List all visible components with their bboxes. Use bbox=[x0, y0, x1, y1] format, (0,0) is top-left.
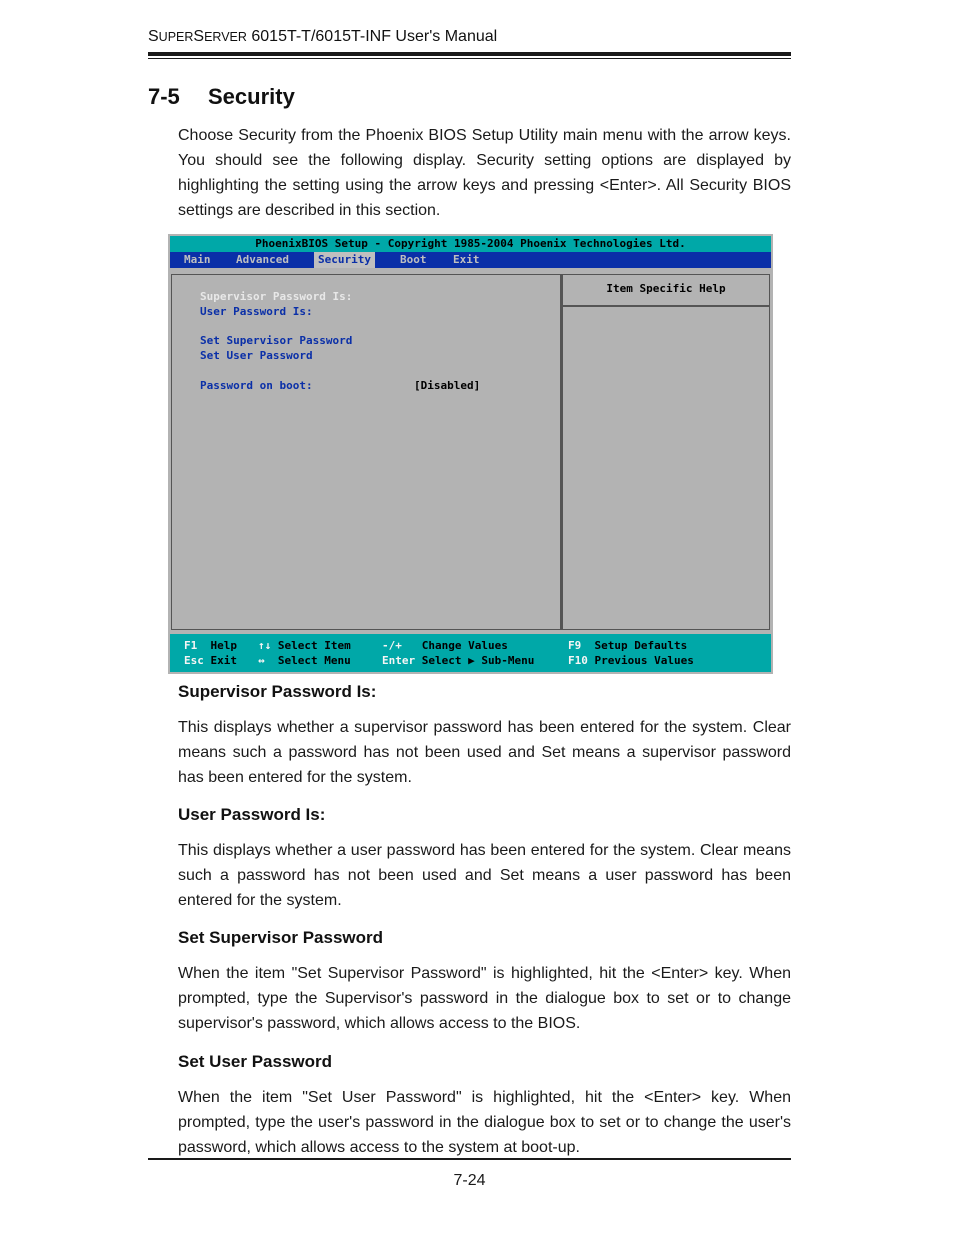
body-supervisor-password-is: This displays whether a supervisor password has been entered for the system. Clear means such a password has not been used and Set means a supervisor password has been entered for the system. bbox=[178, 719, 791, 786]
label-previous-values: Previous Values bbox=[594, 654, 694, 667]
header-cap-s1: S bbox=[148, 28, 159, 45]
footer-updown bbox=[258, 639, 351, 652]
section-title bbox=[148, 84, 295, 110]
bios-menu-bar bbox=[170, 252, 771, 268]
bios-menu-main[interactable]: Main bbox=[184, 253, 211, 266]
bios-footer bbox=[170, 634, 771, 672]
key-esc: Esc bbox=[184, 654, 204, 667]
bios-title-bar: PhoenixBIOS Setup - Copyright 1985-2004 Phoenix Technologies Ltd. bbox=[170, 236, 771, 252]
key-f1: F1 bbox=[184, 639, 198, 652]
footer-f10 bbox=[568, 654, 694, 667]
heading-set-supervisor-password: Set Supervisor Password bbox=[178, 928, 384, 947]
header-small-erver: ERVER bbox=[204, 30, 247, 44]
footer-minusplus bbox=[382, 639, 508, 652]
key-f10: F10 bbox=[568, 654, 588, 667]
header-rule-thin bbox=[148, 58, 791, 59]
key-enter: Enter bbox=[382, 654, 416, 667]
label-setup-defaults: Setup Defaults bbox=[594, 639, 688, 652]
key-leftright: ↔ bbox=[258, 654, 265, 667]
key-f9: F9 bbox=[568, 639, 582, 652]
label-select-menu: Select Menu bbox=[277, 654, 351, 667]
footer-enter bbox=[382, 654, 534, 667]
key-minusplus: -/+ bbox=[382, 639, 402, 652]
footer-rule bbox=[148, 1158, 791, 1160]
label-help: Help bbox=[210, 639, 237, 652]
section-number: 7-5 bbox=[148, 84, 180, 109]
body-set-supervisor-password: When the item "Set Supervisor Password" is highlighted, hit the <Enter> key. When prompted, type the Supervisor's password in the dialogue box to set or to change supervisor's password, which allows access to the BIOS. bbox=[178, 965, 791, 1032]
intro-paragraph: Choose Security from the Phoenix BIOS Setup Utility main menu with the arrow keys. You should see the following display. Security setting options are displayed by highlighting the setting using the arrow keys and pressing <Enter>. All Security BIOS settings are described in this section. bbox=[178, 127, 791, 219]
footer-f1 bbox=[184, 639, 237, 652]
heading-set-user-password: Set User Password bbox=[178, 1052, 333, 1071]
body-user-password-is: This displays whether a user password has been entered for the system. Clear means such a password has not been used and Set means a user password has been entered for the system. bbox=[178, 842, 791, 909]
bios-menu-exit[interactable]: Exit bbox=[453, 253, 480, 266]
opt-set-user-password[interactable]: Set User Password bbox=[200, 349, 313, 362]
header-rest: 6015T-T/6015T-INF User's Manual bbox=[246, 28, 498, 45]
opt-password-on-boot[interactable]: Password on boot: bbox=[200, 379, 313, 392]
label-select-item: Select Item bbox=[277, 639, 351, 652]
bios-menu-security[interactable]: Security bbox=[314, 252, 375, 268]
opt-user-password-is[interactable]: User Password Is: bbox=[200, 305, 313, 318]
footer-f9 bbox=[568, 639, 687, 652]
footer-leftright bbox=[258, 654, 351, 667]
label-exit: Exit bbox=[210, 654, 237, 667]
opt-supervisor-password-is[interactable]: Supervisor Password Is: bbox=[200, 290, 353, 303]
header-cap-s2: S bbox=[193, 28, 205, 45]
header-rule-thick bbox=[148, 52, 791, 56]
bios-screenshot bbox=[168, 234, 773, 674]
bios-options-panel bbox=[171, 274, 562, 630]
heading-supervisor-password-is: Supervisor Password Is: bbox=[178, 682, 377, 701]
bios-menu-boot[interactable]: Boot bbox=[400, 253, 427, 266]
bios-menu-advanced[interactable]: Advanced bbox=[236, 253, 289, 266]
running-header bbox=[148, 28, 497, 46]
footer-esc bbox=[184, 654, 237, 667]
opt-password-on-boot-value[interactable]: [Disabled] bbox=[414, 379, 481, 392]
section-name: Security bbox=[208, 84, 295, 109]
header-small-uper: UPER bbox=[158, 30, 194, 44]
heading-user-password-is: User Password Is: bbox=[178, 805, 326, 824]
opt-set-supervisor-password[interactable]: Set Supervisor Password bbox=[200, 334, 353, 347]
page-number: 7-24 bbox=[453, 1172, 486, 1189]
key-updown: ↑↓ bbox=[258, 639, 272, 652]
bios-help-panel bbox=[562, 274, 770, 630]
body-set-user-password: When the item "Set User Password" is highlighted, hit the <Enter> key. When prompted, type the user's password in the dialogue box to set or to change the user's password, which allows access to the system at boot-up. bbox=[178, 1089, 791, 1156]
label-change-values: Change Values bbox=[421, 639, 508, 652]
label-select-submenu: Select ▶ Sub-Menu bbox=[421, 654, 535, 667]
help-title: Item Specific Help bbox=[563, 275, 769, 307]
